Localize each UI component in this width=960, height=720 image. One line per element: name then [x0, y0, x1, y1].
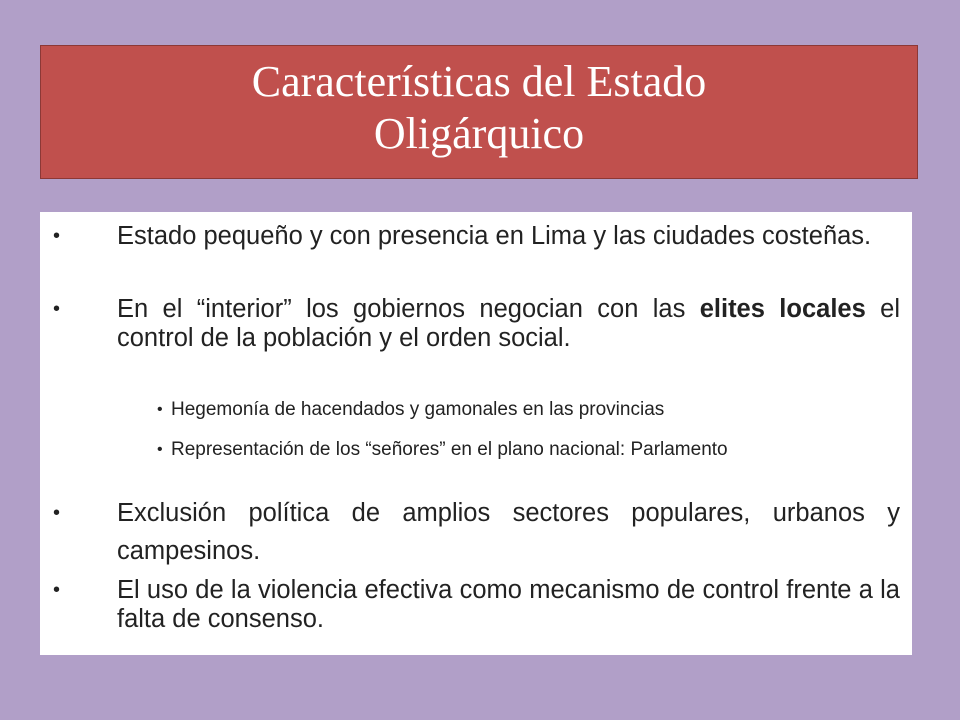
bullet-text-2-emphasis: elites locales	[699, 295, 866, 323]
content-box	[40, 212, 912, 655]
slide-title-line-2: Oligárquico	[373, 109, 585, 158]
bullet-item-2	[53, 295, 900, 353]
bullet-icon: •	[53, 502, 61, 524]
bullet-text-4: El uso de la violencia efectiva como mecanismo de control frente a la falta de consenso.	[117, 576, 900, 633]
sub-bullet-item-2	[157, 438, 900, 462]
slide-title	[41, 56, 917, 160]
bullet-item-1	[53, 222, 900, 251]
bullet-text-3: Exclusión política de amplios sectores populares, urbanos y campesinos.	[117, 499, 900, 565]
sub-bullet-icon: •	[157, 441, 163, 458]
bullet-icon: •	[53, 579, 61, 601]
bullet-icon: •	[53, 298, 61, 320]
bullet-text-2	[117, 295, 900, 353]
sub-bullet-item-1	[157, 398, 900, 422]
bullet-text-2-start: En el “interior” los gobiernos negocian con las	[117, 295, 700, 323]
bullet-text-2-end: el control de la población y el orden social.	[117, 295, 900, 352]
bullet-icon: •	[53, 225, 61, 247]
sub-bullet-text-2: Representación de los “señores” en el plano nacional: Parlamento	[171, 439, 728, 460]
title-box	[40, 45, 918, 179]
slide-title-line-1: Características del Estado	[251, 57, 707, 106]
bullet-text-1: Estado pequeño y con presencia en Lima y las ciudades costeñas.	[117, 222, 872, 250]
sub-bullet-icon: •	[157, 401, 163, 418]
bullet-item-3	[53, 494, 900, 570]
sub-bullet-text-1: Hegemonía de hacendados y gamonales en las provincias	[171, 399, 665, 420]
bullet-item-4	[53, 576, 900, 634]
